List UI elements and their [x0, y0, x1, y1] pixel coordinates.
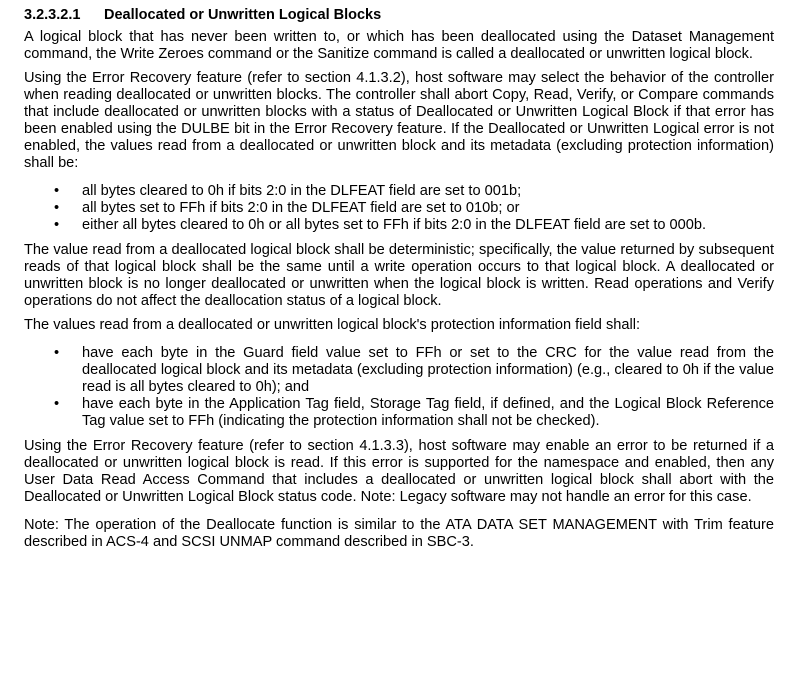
list-item: • all bytes set to FFh if bits 2:0 in the DLFEAT field are set to 010b; or — [54, 200, 520, 216]
paragraph-definition: A logical block that has never been written to, or which has been deallocated using the Dataset Management command, the Write Zeroes command or the Sanitize command is called a deallocated or unwritten logical block. — [24, 29, 774, 62]
paragraph-error-recovery-behavior: Using the Error Recovery feature (refer to section 4.1.3.2), host software may select the behavior of the controller when reading deallocated or unwritten blocks. The controller shall abort Copy, Read, Verify, or Compare commands that include deallocated or unwritten blocks with a status of Deallocated or Unwritten Logical Block if that error has been enabled using the DULBE bit in the Error Recovery feature. If the Deallocated or Unwritten Logical error is not enabled, the values read from a deallocated or unwritten block and its metadata (excluding protection information) shall be: — [24, 70, 774, 171]
section-number: 3.2.3.2.1 — [24, 7, 81, 23]
paragraph-error-reporting: Using the Error Recovery feature (refer to section 4.1.3.3), host software may enable an error to be returned if a deallocated or unwritten logical block is read. If this error is supported for the namespace and enabled, then any User Data Read Access Command that includes a deallocated or unwritten logical block shall abort with the Deallocated or Unwritten Logical Block status code. Note: Legacy software may not handle an error for this case. — [24, 438, 774, 505]
bullet-icon: • — [54, 345, 60, 361]
list-item: • have each byte in the Application Tag field, Storage Tag field, if defined, and the Logical Block Reference Tag value set to FFh (indicating the protection information shall not be checked). — [54, 396, 774, 429]
paragraph-protection-info: The values read from a deallocated or unwritten logical block's protection information field shall: — [24, 317, 641, 333]
bullet-icon: • — [54, 183, 60, 199]
section-title: Deallocated or Unwritten Logical Blocks — [104, 7, 382, 23]
list-item: • either all bytes cleared to 0h or all bytes set to FFh if bits 2:0 in the DLFEAT field are set to 000b. — [54, 217, 707, 233]
bullet-icon: • — [54, 217, 60, 233]
dlfeat-values-list — [24, 183, 774, 234]
protection-info-list — [24, 345, 774, 430]
bullet-icon: • — [54, 200, 60, 216]
paragraph-deterministic: The value read from a deallocated logical block shall be deterministic; specifically, the value returned by subsequent reads of that logical block shall be the same until a write operation occurs to that logical block. A deallocated or unwritten block is no longer deallocated or unwritten when the logical block is written. Read operations and Verify operations do not affect the deallocation status of a logical block. — [24, 242, 774, 309]
section-heading — [24, 7, 774, 23]
bullet-icon: • — [54, 396, 60, 412]
paragraph-note: Note: The operation of the Deallocate function is similar to the ATA DATA SET MANAGEMENT with Trim feature described in ACS-4 and SCSI UNMAP command described in SBC-3. — [24, 517, 774, 550]
list-item: • all bytes cleared to 0h if bits 2:0 in the DLFEAT field are set to 001b; — [54, 183, 522, 199]
list-item: • have each byte in the Guard field value set to FFh or set to the CRC for the value read from the deallocated logical block and its metadata (excluding protection information) (e.g., cleared to 0h if the value read is all bytes cleared to 0h); and — [54, 345, 774, 395]
